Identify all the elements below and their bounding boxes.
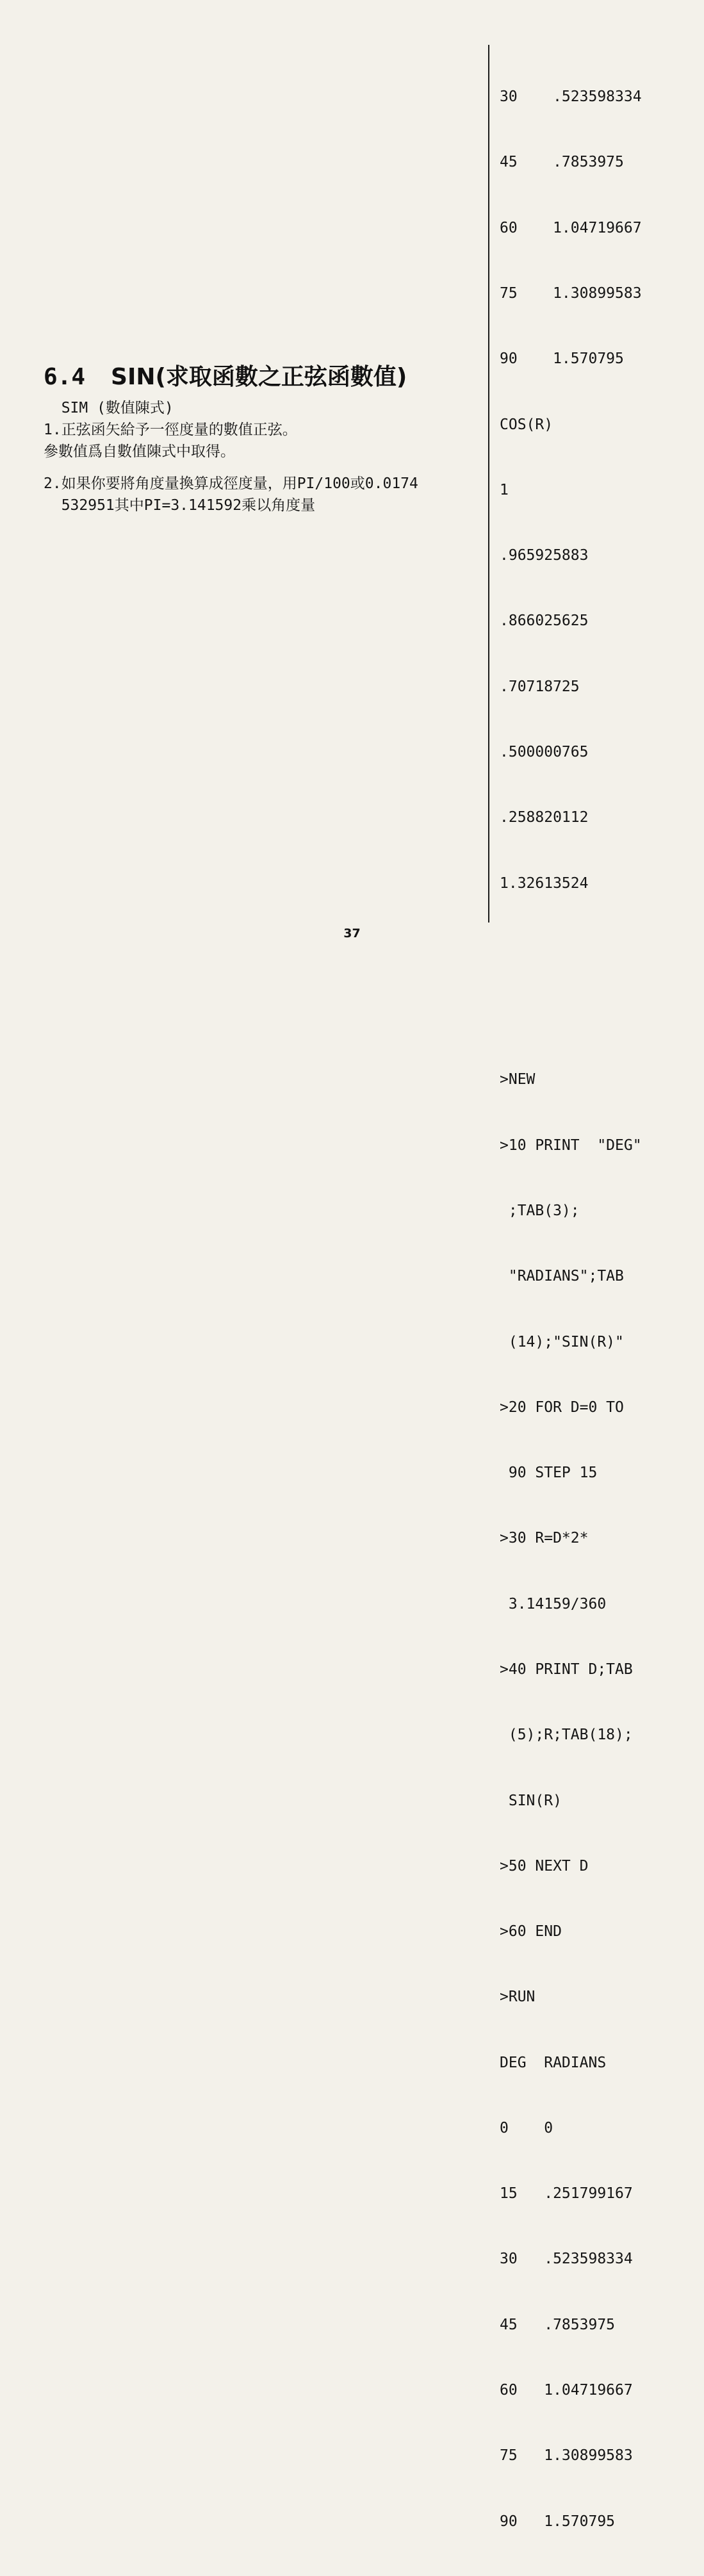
paragraph-1-line-1: 1.正弦函矢給予一徑度量的數值正弦。: [44, 422, 297, 438]
code-line: [500, 1003, 692, 1025]
page-number: 37: [343, 926, 361, 940]
syntax-line: SIM (數值陳式): [44, 400, 174, 416]
code-line: 1.32613524: [500, 874, 589, 892]
code-line: COS(R): [500, 416, 553, 433]
code-line: 3.14159/360: [500, 1595, 607, 1612]
code-line: 75 1.30899583: [500, 285, 642, 302]
code-line: 60 1.04719667: [500, 2382, 633, 2399]
paragraph-2-line-1: 2.如果你要將角度量換算成徑度量，用PI/100或0.0174: [44, 475, 418, 492]
code-line: 60 1.04719667: [500, 219, 642, 236]
code-line: 30 .523598334: [500, 88, 642, 106]
code-line: 75 1.30899583: [500, 2447, 633, 2465]
code-line: SIN(R): [500, 1792, 562, 1809]
code-line: .500000765: [500, 744, 589, 760]
code-line: (5);R;TAB(18);: [500, 1727, 633, 1744]
code-line: 1: [500, 481, 509, 498]
code-line: 30 .523598334: [500, 2251, 633, 2268]
code-line: >NEW: [500, 1071, 536, 1088]
code-line: 15 .251799167: [500, 2185, 633, 2203]
column-divider: [488, 45, 489, 923]
code-line: >60 END: [500, 1923, 562, 1940]
code-line: (14);"SIN(R)": [500, 1333, 624, 1350]
paragraph-2-line-2: 532951其中PI=3.141592乘以角度量: [44, 497, 316, 514]
code-line: DEG RADIANS: [500, 2054, 607, 2071]
code-line: >20 FOR D=0 TO: [500, 1399, 624, 1416]
basic-code-listing: [500, 42, 692, 2576]
section-heading: [44, 359, 407, 391]
code-line: 45 .7853975: [500, 2316, 616, 2333]
section-number: 6.4: [44, 364, 86, 390]
code-line: >30 R=D*2*: [500, 1530, 589, 1547]
code-line: 45 .7853975: [500, 154, 624, 171]
code-line: ;TAB(3);: [500, 1202, 580, 1219]
paragraph-1-line-2: 參數值爲自數值陳式中取得。: [44, 443, 235, 460]
code-line: "RADIANS";TAB: [500, 1268, 624, 1285]
code-line: .965925883: [500, 547, 589, 564]
code-line: [500, 938, 692, 960]
code-line: >50 NEXT D: [500, 1857, 589, 1875]
code-line: >40 PRINT D;TAB: [500, 1661, 633, 1678]
code-line: 90 1.570795: [500, 2513, 616, 2530]
code-line: >10 PRINT "DEG": [500, 1136, 642, 1154]
code-line: 90 STEP 15: [500, 1464, 598, 1482]
code-line: .70718725: [500, 678, 580, 695]
section-title: SIN(求取函數之正弦函數值): [111, 364, 407, 390]
code-line: .866025625: [500, 612, 589, 630]
code-line: >RUN: [500, 1989, 536, 2006]
code-line: 0 0: [500, 2119, 553, 2137]
code-line: 90 1.570795: [500, 350, 624, 368]
code-line: .258820112: [500, 809, 589, 826]
